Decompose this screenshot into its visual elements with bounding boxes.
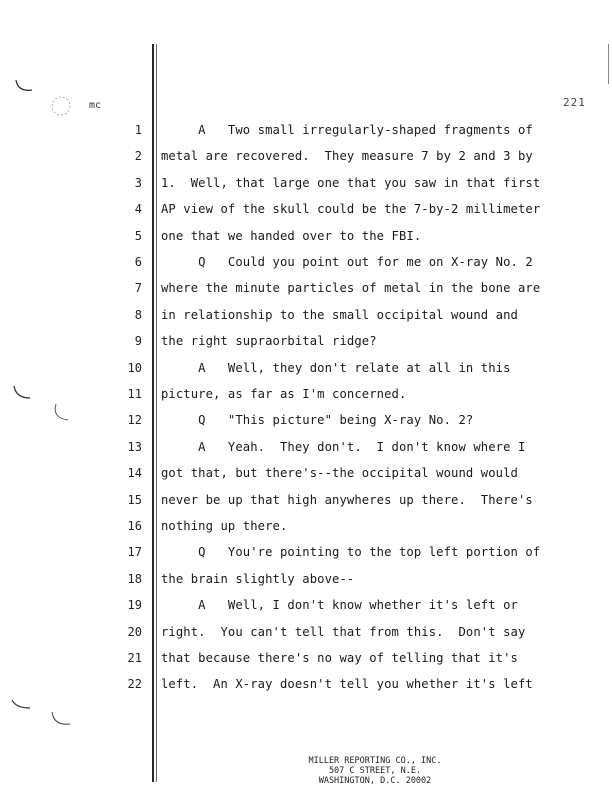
transcript-line: A Yeah. They don't. I don't know where I	[161, 440, 526, 454]
line-number: 3	[134, 176, 142, 190]
transcript-line: A Well, I don't know whether it's left or	[161, 598, 518, 612]
line-number: 1	[134, 123, 142, 137]
transcript-line: AP view of the skull could be the 7-by-2 millimeter	[161, 202, 541, 216]
binder-hole-top-icon	[14, 78, 74, 124]
transcript-line: got that, but there's--the occipital wound would	[161, 466, 518, 480]
line-number: 19	[127, 598, 142, 612]
line-number: 5	[134, 229, 142, 243]
line-number: 18	[127, 572, 142, 586]
footer-city: WASHINGTON, D.C. 20002	[318, 776, 432, 786]
transcript-line: picture, as far as I'm concerned.	[161, 387, 407, 401]
line-number: 17	[127, 545, 142, 559]
line-number: 14	[127, 466, 142, 480]
line-number: 2	[134, 149, 142, 163]
line-number: 21	[127, 651, 142, 665]
transcript-line: A Two small irregularly-shaped fragments of	[161, 123, 533, 137]
transcript-line: right. You can't tell that from this. Don't say	[161, 625, 526, 639]
binder-hole-middle-icon	[12, 384, 82, 424]
line-number: 8	[134, 308, 142, 322]
left-margin-rule-inner	[156, 44, 157, 782]
transcript-line: where the minute particles of metal in the bone are	[161, 281, 541, 295]
transcript-line: nothing up there.	[161, 519, 288, 533]
page-edge-mark	[608, 44, 609, 84]
transcript-line: one that we handed over to the FBI.	[161, 229, 422, 243]
page-number: 221	[563, 96, 586, 109]
transcript-line: 1. Well, that large one that you saw in that first	[161, 176, 541, 190]
transcript-line: A Well, they don't relate at all in this	[161, 361, 511, 375]
transcript-line: left. An X-ray doesn't tell you whether it's left	[161, 677, 533, 691]
line-number: 11	[127, 387, 142, 401]
transcript-line: metal are recovered. They measure 7 by 2 and 3 by	[161, 149, 533, 163]
transcript-line: Q "This picture" being X-ray No. 2?	[161, 413, 474, 427]
left-margin-rule	[152, 44, 154, 782]
line-number: 15	[127, 493, 142, 507]
transcript-line: Q Could you point out for me on X-ray No. 2	[161, 255, 533, 269]
footer-company: MILLER REPORTING CO., INC.	[308, 756, 442, 766]
line-number: 22	[127, 677, 142, 691]
reporter-initials: mc	[89, 100, 102, 111]
line-number: 20	[127, 625, 142, 639]
line-number: 9	[134, 334, 142, 348]
transcript-line: in relationship to the small occipital wound and	[161, 308, 518, 322]
line-number: 4	[134, 202, 142, 216]
transcript-line: never be up that high anywheres up there. There's	[161, 493, 533, 507]
line-number: 12	[127, 413, 142, 427]
footer-street: 507 C STREET, N.E.	[328, 766, 422, 776]
line-number: 16	[127, 519, 142, 533]
line-number: 10	[127, 361, 142, 375]
transcript-line: that because there's no way of telling that it's	[161, 651, 518, 665]
transcript-line: the brain slightly above--	[161, 572, 355, 586]
transcript-line: the right supraorbital ridge?	[161, 334, 377, 348]
line-number: 6	[134, 255, 142, 269]
line-number: 13	[127, 440, 142, 454]
transcript-line: Q You're pointing to the top left portion of	[161, 545, 541, 559]
binder-hole-bottom-icon	[10, 698, 80, 734]
line-number: 7	[134, 281, 142, 295]
